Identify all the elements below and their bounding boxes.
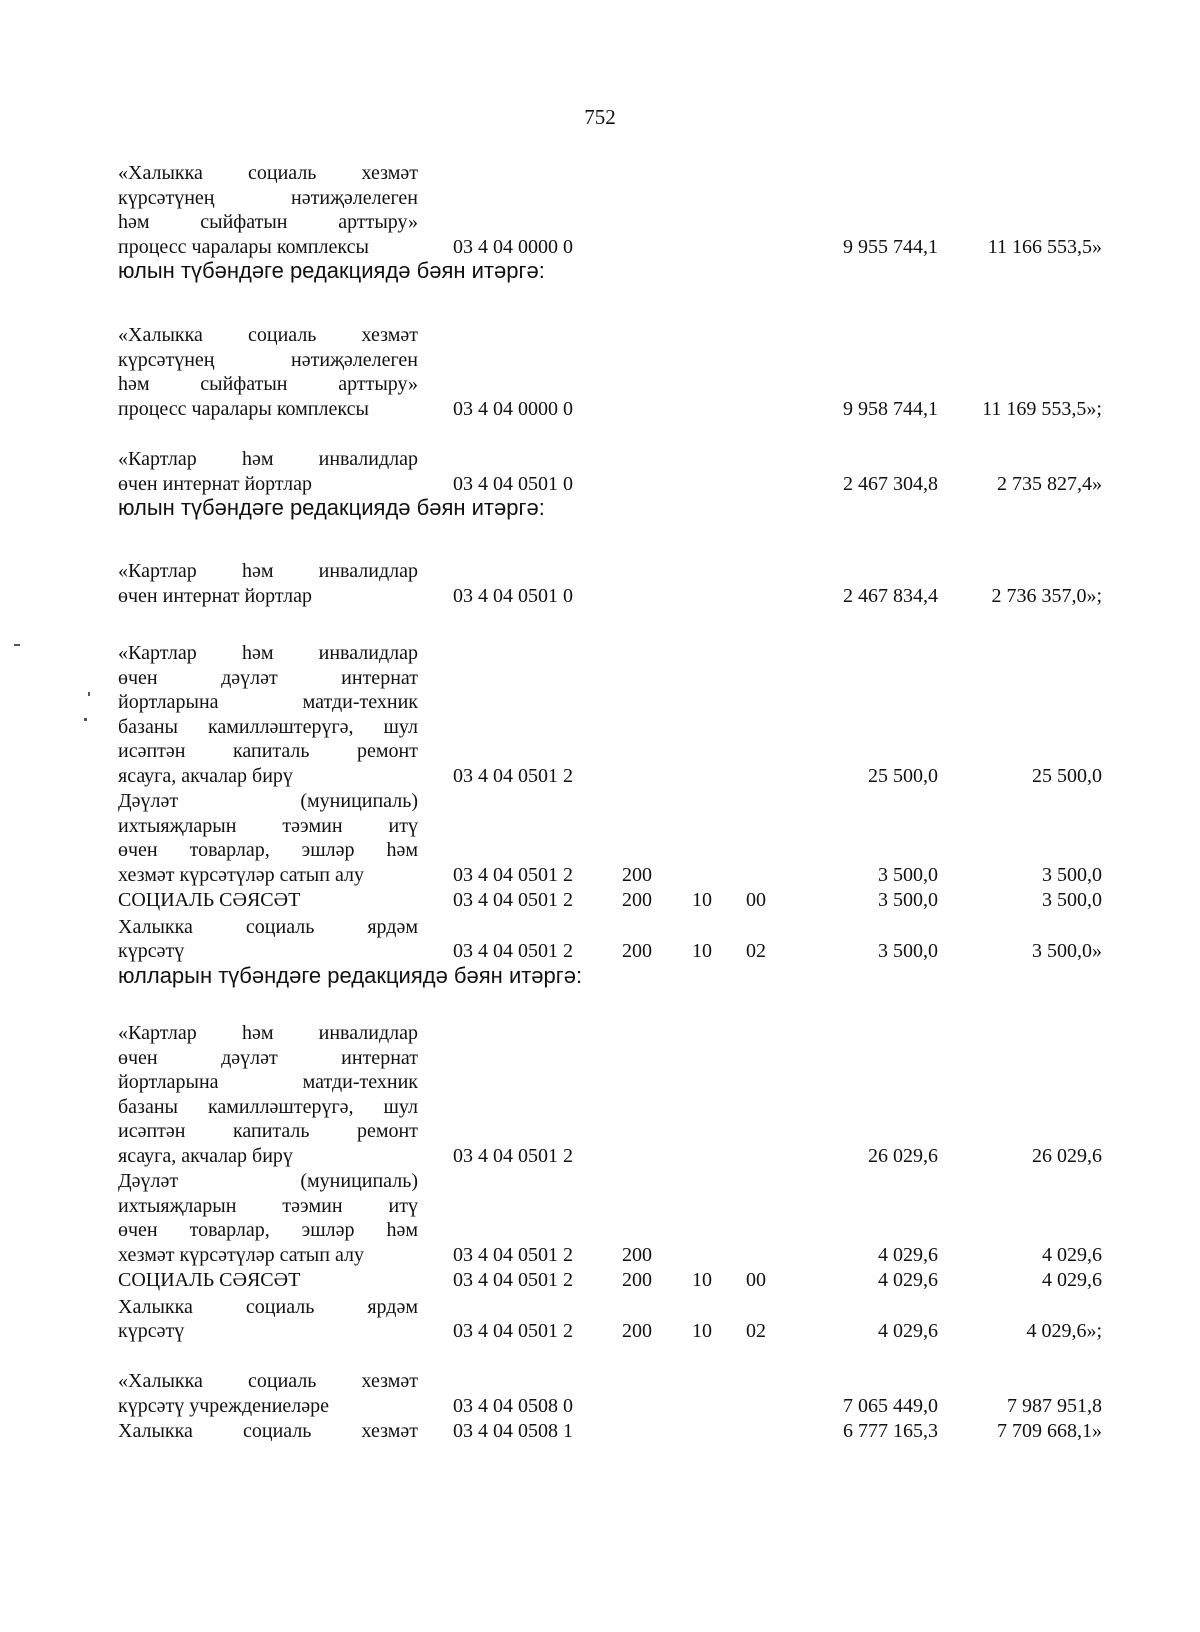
row-name-line: Дәүләт (муниципаль) (118, 1170, 418, 1192)
target-article-code: 03 4 04 0501 2 (453, 764, 573, 787)
row-name-line: өчен товарлар, эшләр һәм (118, 1219, 418, 1241)
edit-instruction: юлын түбәндәге редакциядә бәян итәргә: (118, 495, 545, 520)
row-name-line: СОЦИАЛЬ СӘЯСӘТ (118, 1269, 301, 1291)
row-name-line: ихтыяҗларын тәэмин итү (118, 1194, 418, 1217)
target-article-code: 03 4 04 0501 2 (453, 889, 573, 911)
row-name-line: «Халыкка социаль хезмәт (118, 324, 418, 346)
amount-year-1: 6 777 165,3 (843, 1420, 938, 1442)
amount-year-1: 3 500,0 (878, 863, 938, 886)
row-name-line: исәптән капиталь ремонт (118, 1120, 418, 1142)
row-name-line: өчен дәүләт интернат (118, 666, 418, 689)
row-name-line: базаны камилләштерүгә, шул (118, 715, 418, 738)
amount-year-1: 9 955 744,1 (843, 235, 938, 258)
amount-year-2: 4 029,6»; (1026, 1320, 1102, 1342)
expense-type-code: 200 (622, 1320, 652, 1342)
amount-year-2: 11 166 553,5» (987, 235, 1102, 258)
amount-year-2: 2 736 357,0»; (991, 584, 1102, 607)
amount-year-2: 26 029,6 (1032, 1144, 1102, 1167)
row-name-line: күрсәтү (118, 1320, 185, 1342)
target-article-code: 03 4 04 0501 0 (453, 584, 573, 607)
row-name-line: «Картлар һәм инвалидлар (118, 560, 418, 582)
edit-instruction: юлларын түбәндәге редакциядә бәян итәргә: (118, 962, 583, 988)
amount-year-2: 7 987 951,8 (1007, 1394, 1102, 1417)
subsection-code: 02 (746, 940, 766, 962)
amount-year-1: 2 467 304,8 (843, 472, 938, 495)
section-code: 10 (692, 1320, 712, 1342)
row-name-line: күрсәтү (118, 940, 185, 962)
subsection-code: 02 (746, 1320, 766, 1342)
row-name-line: ихтыяҗларын тәэмин итү (118, 814, 418, 837)
target-article-code: 03 4 04 0000 0 (453, 397, 573, 420)
amount-year-1: 3 500,0 (878, 889, 938, 911)
scan-mark (14, 644, 20, 646)
expense-type-code: 200 (622, 1269, 652, 1291)
row-name-line: «Картлар һәм инвалидлар (118, 1022, 418, 1044)
amount-year-1: 2 467 834,4 (843, 584, 938, 607)
row-name-line: өчен интернат йортлар (118, 472, 313, 495)
row-name-line: «Халыкка социаль хезмәт (118, 1370, 418, 1392)
section-code: 10 (692, 1269, 712, 1291)
expense-type-code: 200 (622, 863, 652, 886)
target-article-code: 03 4 04 0501 2 (453, 1243, 573, 1266)
expense-type-code: 200 (622, 1243, 652, 1266)
row-name-line: йортларына матди-техник (118, 1071, 418, 1093)
row-name-line: һәм сыйфатын арттыру» (118, 373, 418, 395)
expense-type-code: 200 (622, 889, 652, 911)
row-name-line: «Халыкка социаль хезмәт (118, 162, 418, 184)
target-article-code: 03 4 04 0501 2 (453, 940, 573, 962)
target-article-code: 03 4 04 0501 2 (453, 1144, 573, 1167)
row-name-line: базаны камилләштерүгә, шул (118, 1095, 418, 1118)
subsection-code: 00 (746, 889, 766, 911)
amount-year-2: 3 500,0 (1042, 889, 1102, 911)
page-number: 752 (584, 105, 616, 129)
row-name-line: күрсәтү учреждениеләре (118, 1394, 330, 1417)
row-name-line: СОЦИАЛЬ СӘЯСӘТ (118, 889, 301, 911)
amount-year-2: 3 500,0» (1032, 940, 1102, 962)
row-name-line: ясауга, акчалар бирү (118, 764, 293, 787)
edit-instruction: юлын түбәндәге редакциядә бәян итәргә: (118, 258, 545, 283)
amount-year-1: 9 958 744,1 (843, 397, 938, 420)
row-name-line: өчен дәүләт интернат (118, 1046, 418, 1069)
target-article-code: 03 4 04 0508 1 (453, 1420, 573, 1442)
amount-year-2: 25 500,0 (1032, 764, 1102, 787)
amount-year-1: 26 029,6 (868, 1144, 938, 1167)
amount-year-1: 25 500,0 (868, 764, 938, 787)
row-name-line: Халыкка социаль ярдәм (118, 915, 418, 938)
target-article-code: 03 4 04 0501 2 (453, 1269, 573, 1291)
subsection-code: 00 (746, 1269, 766, 1291)
scan-mark (88, 692, 90, 696)
row-name-line: өчен товарлар, эшләр һәм (118, 839, 418, 861)
row-name-line: Халыкка социаль хезмәт (118, 1420, 418, 1442)
expense-type-code: 200 (622, 940, 652, 962)
amount-year-1: 4 029,6 (878, 1320, 938, 1342)
amount-year-1: 4 029,6 (878, 1243, 938, 1266)
row-name-line: хезмәт күрсәтүләр сатып алу (118, 863, 364, 886)
row-name-line: өчен интернат йортлар (118, 584, 313, 607)
amount-year-1: 7 065 449,0 (843, 1394, 938, 1417)
amount-year-2: 4 029,6 (1042, 1243, 1102, 1266)
target-article-code: 03 4 04 0501 0 (453, 472, 573, 495)
row-name-line: хезмәт күрсәтүләр сатып алу (118, 1243, 364, 1266)
amount-year-2: 11 169 553,5»; (982, 397, 1102, 420)
row-name-line: Дәүләт (муниципаль) (118, 790, 418, 812)
amount-year-2: 4 029,6 (1042, 1269, 1102, 1291)
row-name-line: Халыкка социаль ярдәм (118, 1295, 418, 1318)
row-name-line: процесс чаралары комплексы (118, 397, 369, 420)
amount-year-2: 7 709 668,1» (997, 1420, 1102, 1442)
section-code: 10 (692, 889, 712, 911)
row-name-line: «Картлар һәм инвалидлар (118, 448, 418, 470)
section-code: 10 (692, 940, 712, 962)
target-article-code: 03 4 04 0501 2 (453, 863, 573, 886)
scan-mark (84, 718, 87, 721)
amount-year-2: 2 735 827,4» (997, 472, 1102, 495)
amount-year-1: 3 500,0 (878, 940, 938, 962)
row-name-line: йортларына матди-техник (118, 691, 418, 713)
row-name-line: ясауга, акчалар бирү (118, 1144, 293, 1167)
target-article-code: 03 4 04 0501 2 (453, 1320, 573, 1342)
target-article-code: 03 4 04 0000 0 (453, 235, 573, 258)
row-name-line: «Картлар һәм инвалидлар (118, 642, 418, 664)
row-name-line: процесс чаралары комплексы (118, 235, 369, 258)
row-name-line: күрсәтүнең нәтиҗәлелеген (118, 348, 418, 371)
row-name-line: исәптән капиталь ремонт (118, 740, 418, 762)
row-name-line: күрсәтүнең нәтиҗәлелеген (118, 186, 418, 209)
row-name-line: һәм сыйфатын арттыру» (118, 211, 418, 233)
target-article-code: 03 4 04 0508 0 (453, 1394, 573, 1417)
amount-year-1: 4 029,6 (878, 1269, 938, 1291)
amount-year-2: 3 500,0 (1042, 863, 1102, 886)
